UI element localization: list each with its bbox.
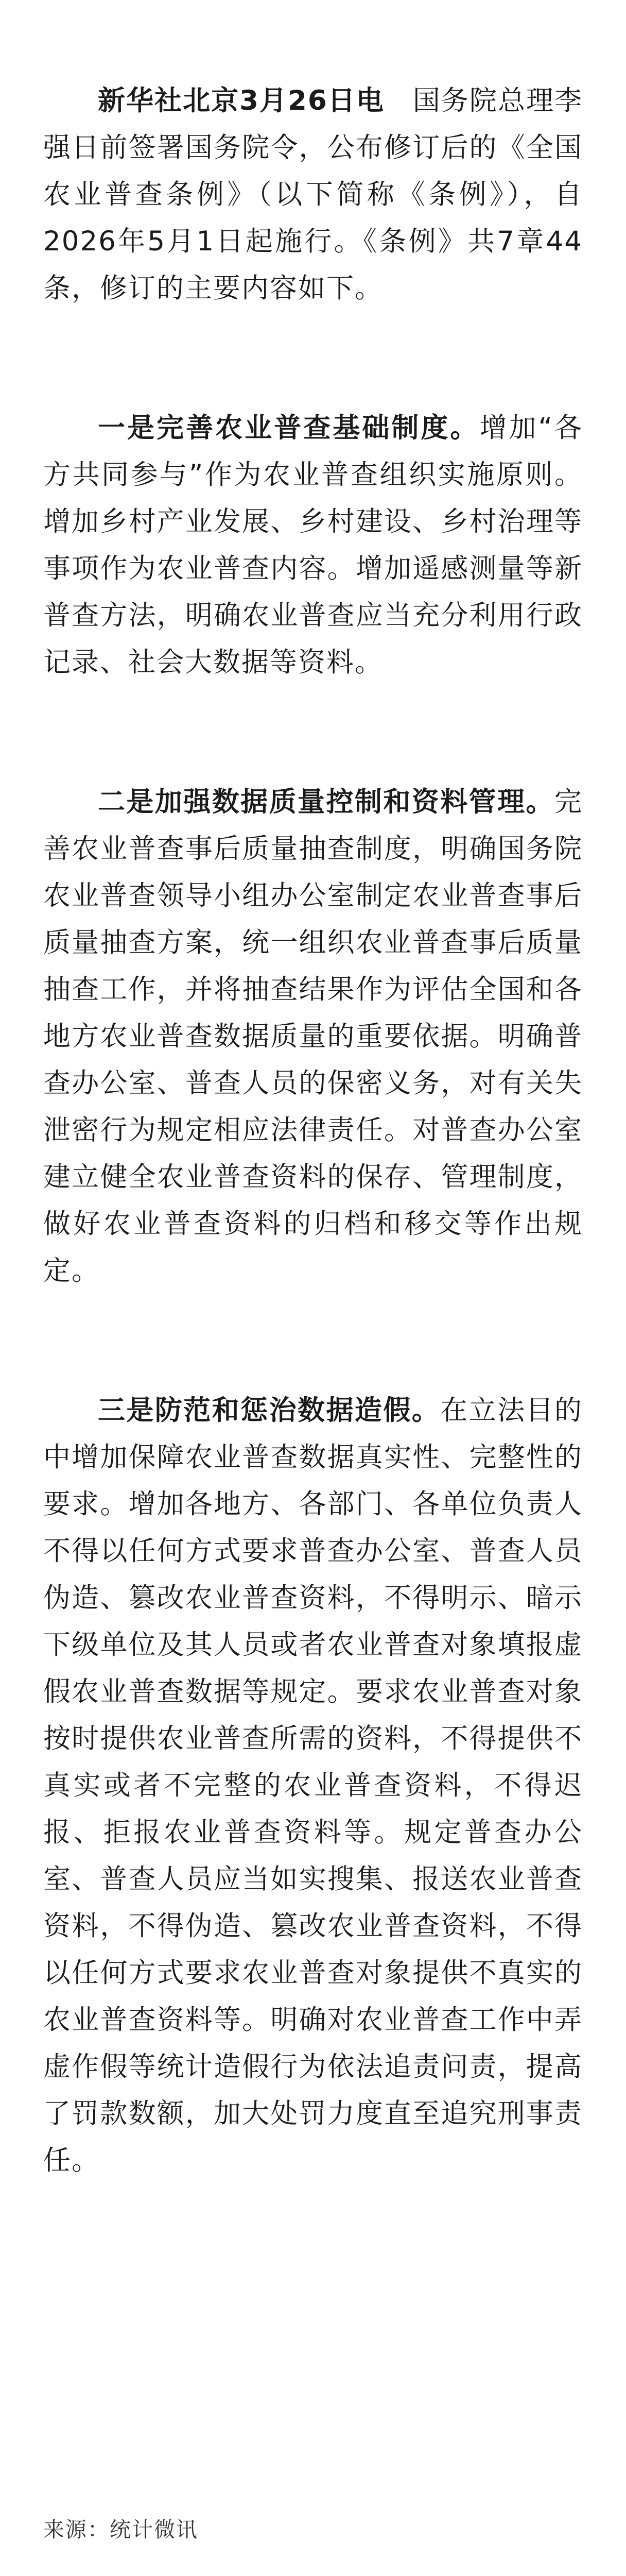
paragraph-intro-body: 国务院总理李强日前签署国务院令，公布修订后的《全国农业普查条例》（以下简称《条例》），自2026年5月1日起施行。《条例》共7章44条，修订的主要内容如下。 <box>43 85 583 304</box>
point-1-heading: 一是完善农业普查基础制度。 <box>98 412 480 444</box>
paragraph-point-3 <box>43 1387 583 2184</box>
point-3-heading: 三是防范和惩治数据造假。 <box>98 1395 441 1426</box>
point-2-body: 完善农业普查事后质量抽查制度，明确国务院农业普查领导小组办公室制定农业普查事后质量抽查方案，统一组织农业普查事后质量抽查工作，并将抽查结果作为评估全国和各地方农业普查数据质量的重要依据。明确普查办公室、普查人员的保密义务，对有关失泄密行为规定相应法律责任。对普查办公室建立健全农业普查资料的保存、管理制度，做好农业普查资料的归档和移交等作出规定。 <box>43 786 583 1286</box>
paragraph-intro <box>43 77 583 312</box>
point-1-body: 增加“各方共同参与”作为农业普查组织实施原则。增加乡村产业发展、乡村建设、乡村治理等事项作为农业普查内容。增加遥感测量等新普查方法，明确农业普查应当充分利用行政记录、社会大数据等资料。 <box>43 412 583 678</box>
point-2-heading: 二是加强数据质量控制和资料管理。 <box>98 786 554 818</box>
point-3-body: 在立法目的中增加保障农业普查数据真实性、完整性的要求。增加各地方、各部门、各单位负责人不得以任何方式要求普查办公室、普查人员伪造、篡改农业普查资料，不得明示、暗示下级单位及其人员或者农业普查对象填报虚假农业普查数据等规定。要求农业普查对象按时提供农业普查所需的资料，不得提供不真实或者不完整的农业普查资料，不得迟报、拒报农业普查资料等。规定普查办公室、普查人员应当如实搜集、报送农业普查资料，不得伪造、篡改农业普查资料，不得以任何方式要求农业普查对象提供不真实的农业普查资料等。明确对农业普查工作中弄虚作假等统计造假行为依法追责问责，提高了罚款数额，加大处罚力度直至追究刑事责任。 <box>43 1395 583 2176</box>
dateline: 新华社北京3月26日电 <box>98 85 385 116</box>
paragraph-point-2 <box>43 778 583 1294</box>
source-line: 来源：统计微讯 <box>43 2517 198 2542</box>
paragraph-point-1 <box>43 404 583 686</box>
